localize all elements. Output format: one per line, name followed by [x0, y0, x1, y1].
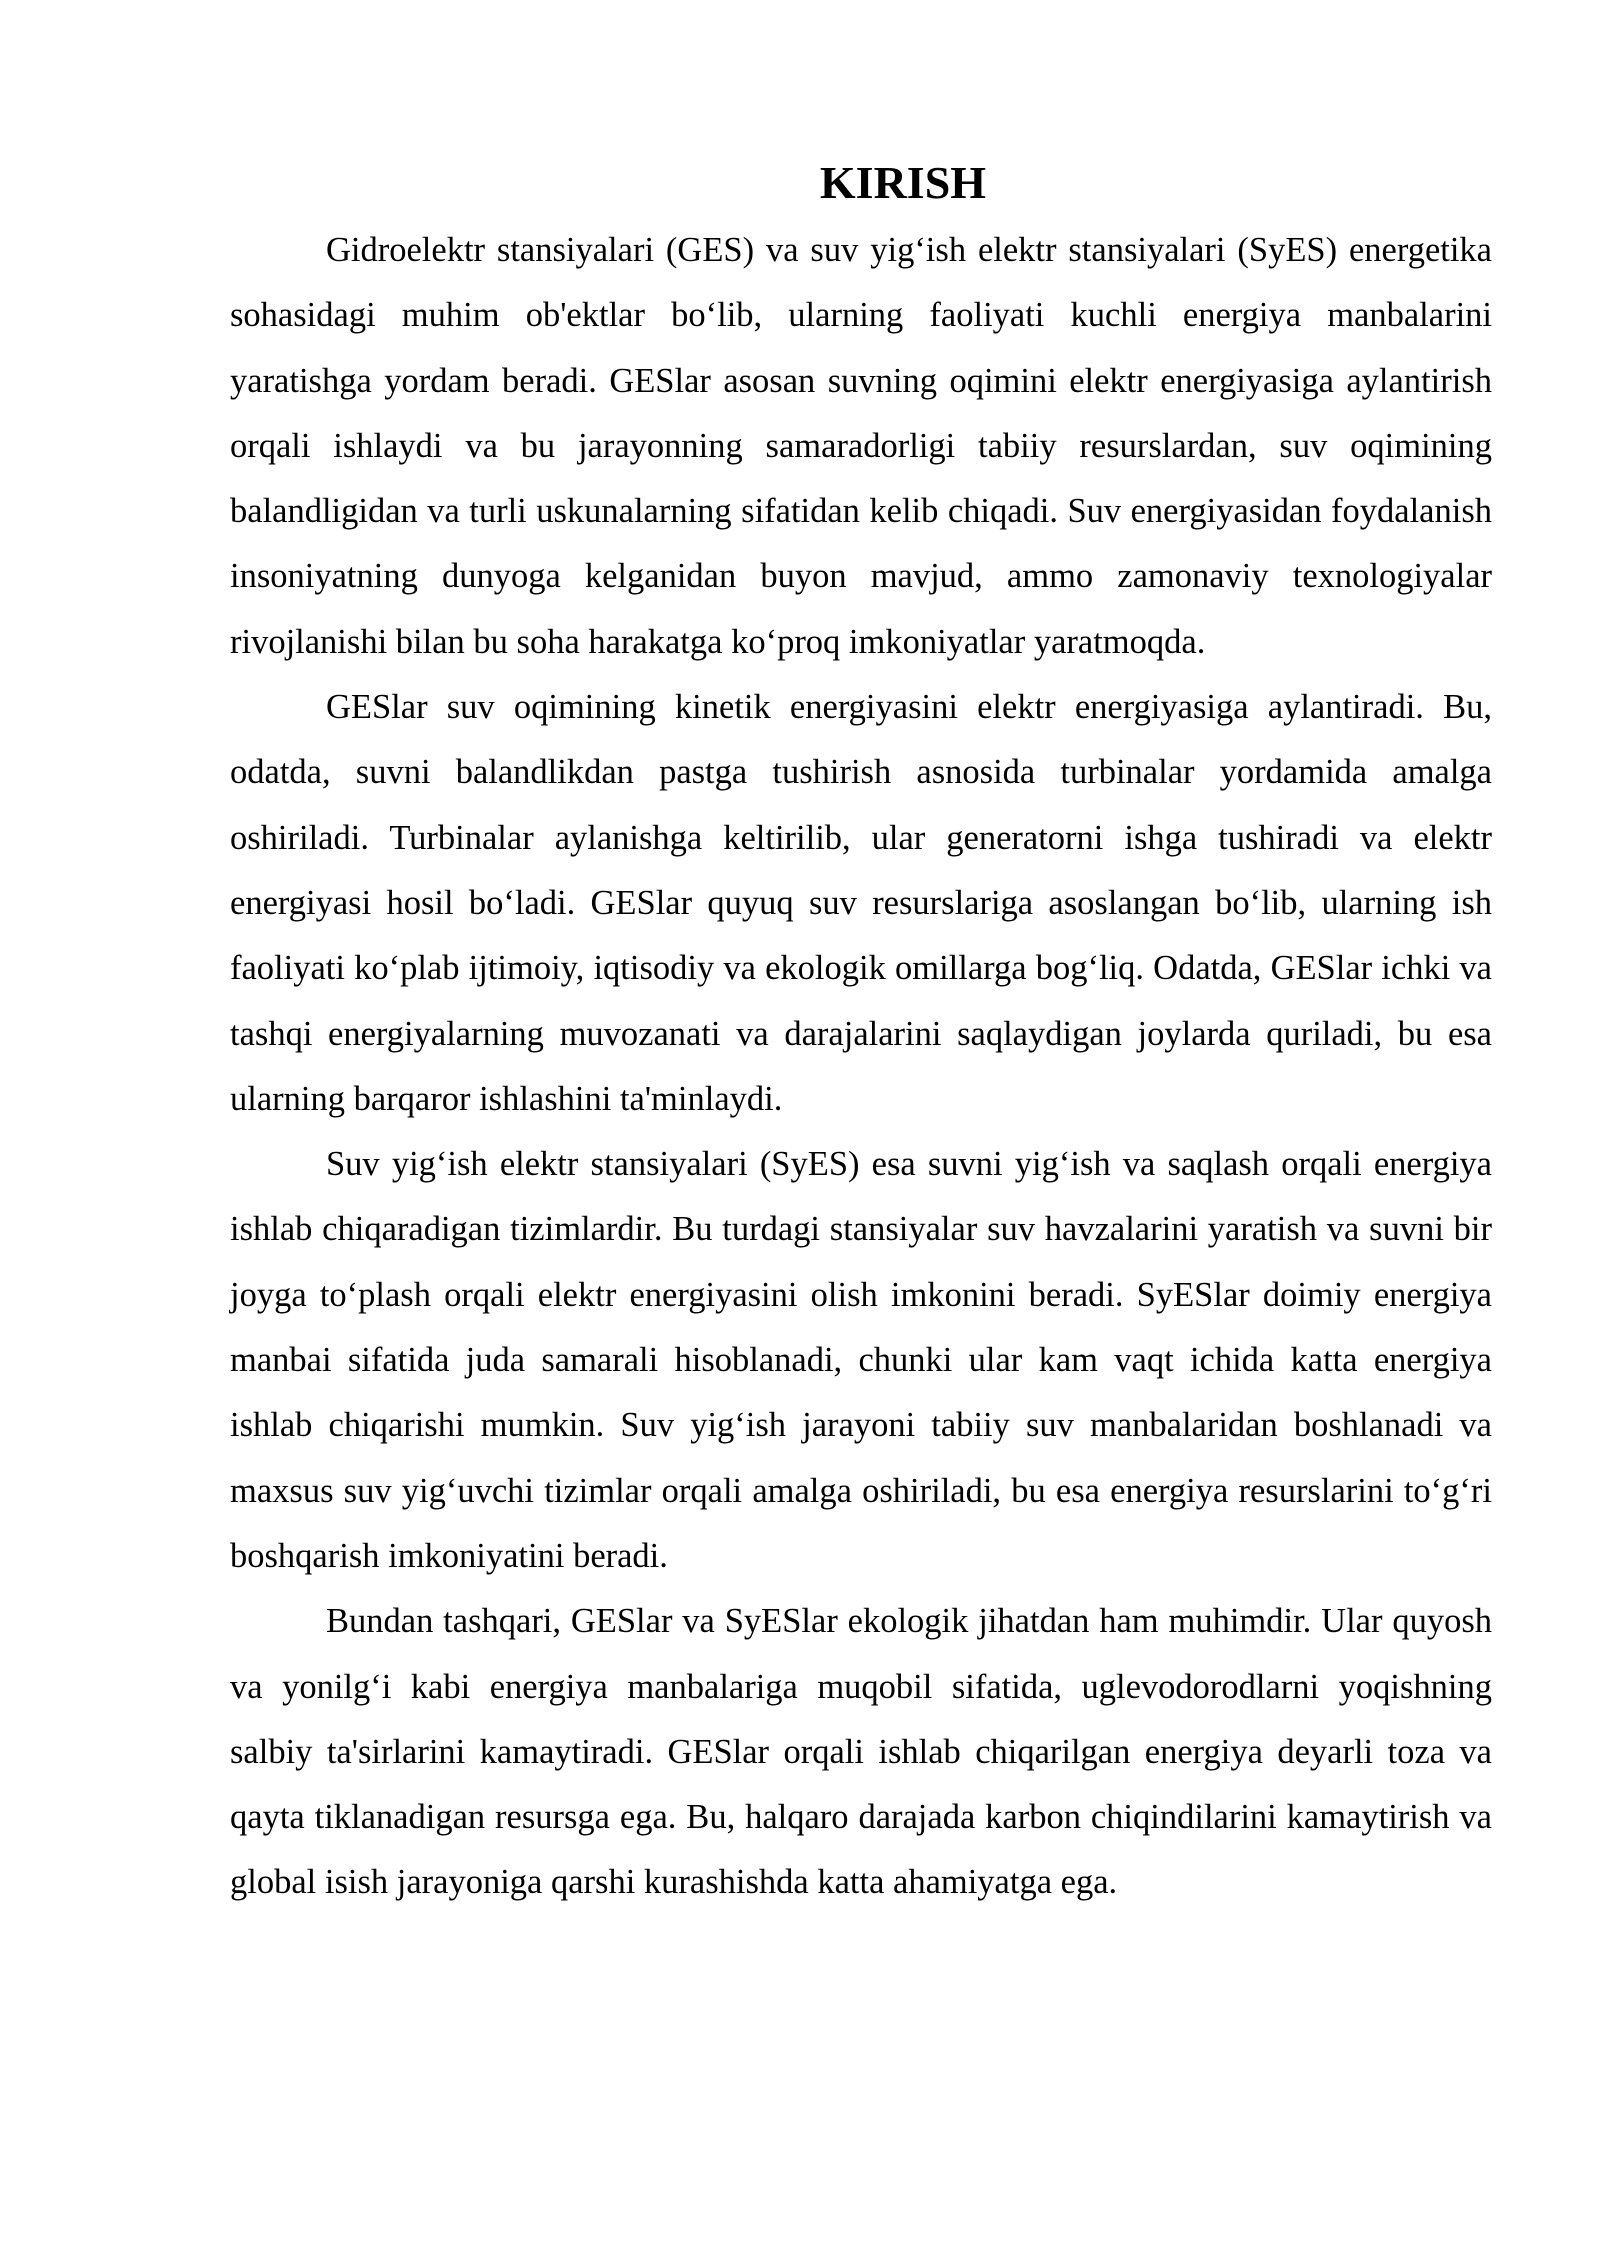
document-body: [230, 150, 1492, 1916]
paragraph-3: Suv yig‘ish elektr stansiyalari (SyES) esa suvni yig‘ish va saqlash orqali energiya ishlab chiqaradigan tizimlardir. Bu turdagi stansiyalar suv havzalarini yaratish va suvni bir joyga to‘plash orqali elektr energiyasini olish imkonini beradi. SyESlar doimiy energiya manbai sifatida juda samarali hisoblanadi, chunki ular kam vaqt ichida katta energiya ishlab chiqarishi mumkin. Suv yig‘ish jarayoni tabiiy suv manbalaridan boshlanadi va maxsus suv yig‘uvchi tizimlar orqali amalga oshiriladi, bu esa energiya resurslarini to‘g‘ri boshqarish imkoniyatini beradi.: [230, 1145, 1492, 1575]
page-title: KIRISH: [819, 157, 987, 208]
paragraph-2: GESlar suv oqimining kinetik energiyasini elektr energiyasiga aylantiradi. Bu, odatda, suvni balandlikdan pastga tushirish asnosida turbinalar yordamida amalga oshiriladi. Turbinalar aylanishga keltirilib, ular generatorni ishga tushiradi va elektr energiyasi hosil bo‘ladi. GESlar quyuq suv resurslariga asoslangan bo‘lib, ularning ish faoliyati ko‘plab ijtimoiy, iqtisodiy va ekologik omillarga bog‘liq. Odatda, GESlar ichki va tashqi energiyalarning muvozanati va darajalarini saqlaydigan joylarda quriladi, bu esa ularning barqaror ishlashini ta'minlaydi.: [230, 688, 1492, 1118]
paragraph-4: Bundan tashqari, GESlar va SyESlar ekologik jihatdan ham muhimdir. Ular quyosh va yonilg‘i kabi energiya manbalariga muqobil sifatida, uglevodorodlarni yoqishning salbiy ta'sirlarini kamaytiradi. GESlar orqali ishlab chiqarilgan energiya deyarli toza va qayta tiklanadigan resursga ega. Bu, halqaro darajada karbon chiqindilarini kamaytirish va global isish jarayoniga qarshi kurashishda katta ahamiyatga ega.: [230, 1602, 1492, 1902]
paragraph-1: Gidroelektr stansiyalari (GES) va suv yig‘ish elektr stansiyalari (SyES) energetika sohasidagi muhim ob'ektlar bo‘lib, ularning faoliyati kuchli energiya manbalarini yaratishga yordam beradi. GESlar asosan suvning oqimini elektr energiyasiga aylantirish orqali ishlaydi va bu jarayonning samaradorligi tabiiy resurslardan, suv oqimining balandligidan va turli uskunalarning sifatidan kelib chiqadi. Suv energiyasidan foydalanish insoniyatning dunyoga kelganidan buyon mavjud, ammo zamonaviy texnologiyalar rivojlanishi bilan bu soha harakatga ko‘proq imkoniyatlar yaratmoqda.: [230, 231, 1492, 661]
